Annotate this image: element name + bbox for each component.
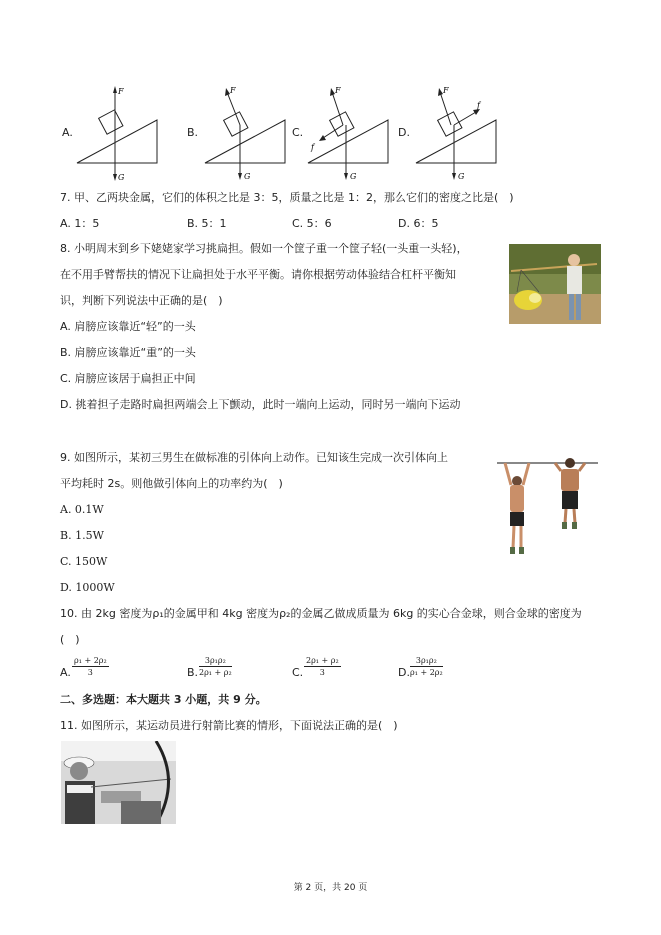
q6-option-c-label: C. <box>292 126 304 139</box>
q9-stem-line-2: 平均耗时 2s。则他做引体向上的功率约为( ) <box>60 477 283 490</box>
q10-option-d-denominator: ρ₁ + 2ρ₂ <box>410 668 443 677</box>
q6-diagram-d <box>411 80 506 185</box>
q7-stem: 7. 甲、乙两块金属，它们的体积之比是 3：5，质量之比是 1：2，那么它们的密度之比是( ) <box>60 191 514 204</box>
q6-d-friction-f: f <box>477 101 480 110</box>
q8-option-b: B. 肩膀应该靠近“重”的一头 <box>60 346 196 359</box>
q9-pullup-photo <box>495 455 600 560</box>
q11-stem: 11. 如图所示，某运动员进行射箭比赛的情形，下面说法正确的是( ) <box>60 719 398 732</box>
q7-option-c: C. 5：6 <box>292 217 332 230</box>
q7-option-b: B. 5：1 <box>187 217 227 230</box>
q11-archer-photo <box>61 741 176 824</box>
q7-option-d: D. 6：5 <box>398 217 439 230</box>
q6-option-b-label: B. <box>187 126 199 139</box>
q8-option-c: C. 肩膀应该居于扁担正中间 <box>60 372 196 385</box>
section-2-heading: 二、多选题：本大题共 3 小题，共 9 分。 <box>60 693 267 706</box>
q6-b-force-f: F <box>230 86 236 95</box>
q6-options <box>0 80 661 185</box>
q6-c-friction-f: f <box>311 143 314 152</box>
q10-option-d-numerator: 3ρ₁ρ₂ <box>410 656 443 667</box>
q6-diagram-c <box>303 80 393 185</box>
q9-option-a: A. 0.1W <box>60 503 104 516</box>
q10-stem-line-1: 10. 由 2kg 密度为ρ₁的金属甲和 4kg 密度为ρ₂的金属乙做成质量为 6kg 的实心合金球，则合金球的密度为 <box>60 607 582 620</box>
q8-stem-line-2: 在不用手臂帮扶的情况下让扁担处于水平平衡。请你根据劳动体验结合杠杆平衡知 <box>60 268 456 281</box>
q10-option-a-denominator: 3 <box>87 668 93 677</box>
q8-stem-line-3: 识，判断下列说法中正确的是( ) <box>60 294 223 307</box>
q10-option-b-denominator: 2ρ₁ + ρ₂ <box>199 668 232 677</box>
q6-diagram-b <box>200 80 290 185</box>
q9-stem-line-1: 9. 如图所示，某初三男生在做标准的引体向上动作。已知该生完成一次引体向上 <box>60 451 448 464</box>
q6-c-force-g: G <box>350 172 357 181</box>
q6-b-force-g: G <box>244 172 251 181</box>
q6-d-force-f: F <box>443 86 449 95</box>
q10-option-c-fraction <box>304 656 341 677</box>
q6-c-force-f: F <box>335 86 341 95</box>
q10-option-d-fraction <box>410 656 443 677</box>
q9-option-c: C. 150W <box>60 555 108 568</box>
q9-option-d: D. 1000W <box>60 581 115 594</box>
q8-option-d: D. 挑着担子走路时扁担两端会上下颤动，此时一端向上运动，同时另一端向下运动 <box>60 398 461 411</box>
q10-option-d-label: D. <box>398 666 410 679</box>
q10-option-a-fraction <box>72 656 109 677</box>
q8-option-a: A. 肩膀应该靠近“轻”的一头 <box>60 320 196 333</box>
q6-option-a-label: A. <box>62 126 73 139</box>
q10-stem-line-2: ( ) <box>60 633 80 646</box>
q10-option-b-label: B. <box>187 666 199 679</box>
q9-option-b: B. 1.5W <box>60 529 104 542</box>
q6-a-force-g: G <box>118 173 125 182</box>
q8-shoulder-pole-photo <box>509 244 601 324</box>
q7-option-a: A. 1：5 <box>60 217 100 230</box>
q10-option-b-numerator: 3ρ₁ρ₂ <box>199 656 232 667</box>
q10-option-b-fraction <box>199 656 232 677</box>
q10-option-c-numerator: 2ρ₁ + ρ₂ <box>306 656 339 665</box>
q8-stem-line-1: 8. 小明周末到乡下姥姥家学习挑扁担。假如一个筐子重一个筐子轻(一头重一头轻)， <box>60 242 468 255</box>
q10-option-c-label: C. <box>292 666 304 679</box>
q6-option-d-label: D. <box>398 126 410 139</box>
q10-option-c-denominator: 3 <box>319 668 325 677</box>
q10-option-a-label: A. <box>60 666 71 679</box>
page-footer: 第 2 页，共 20 页 <box>293 883 368 893</box>
q10-option-a-numerator: ρ₁ + 2ρ₂ <box>74 656 107 665</box>
q6-d-force-g: G <box>458 172 465 181</box>
q6-a-force-f: F <box>118 87 124 96</box>
q6-diagram-a <box>72 80 162 185</box>
